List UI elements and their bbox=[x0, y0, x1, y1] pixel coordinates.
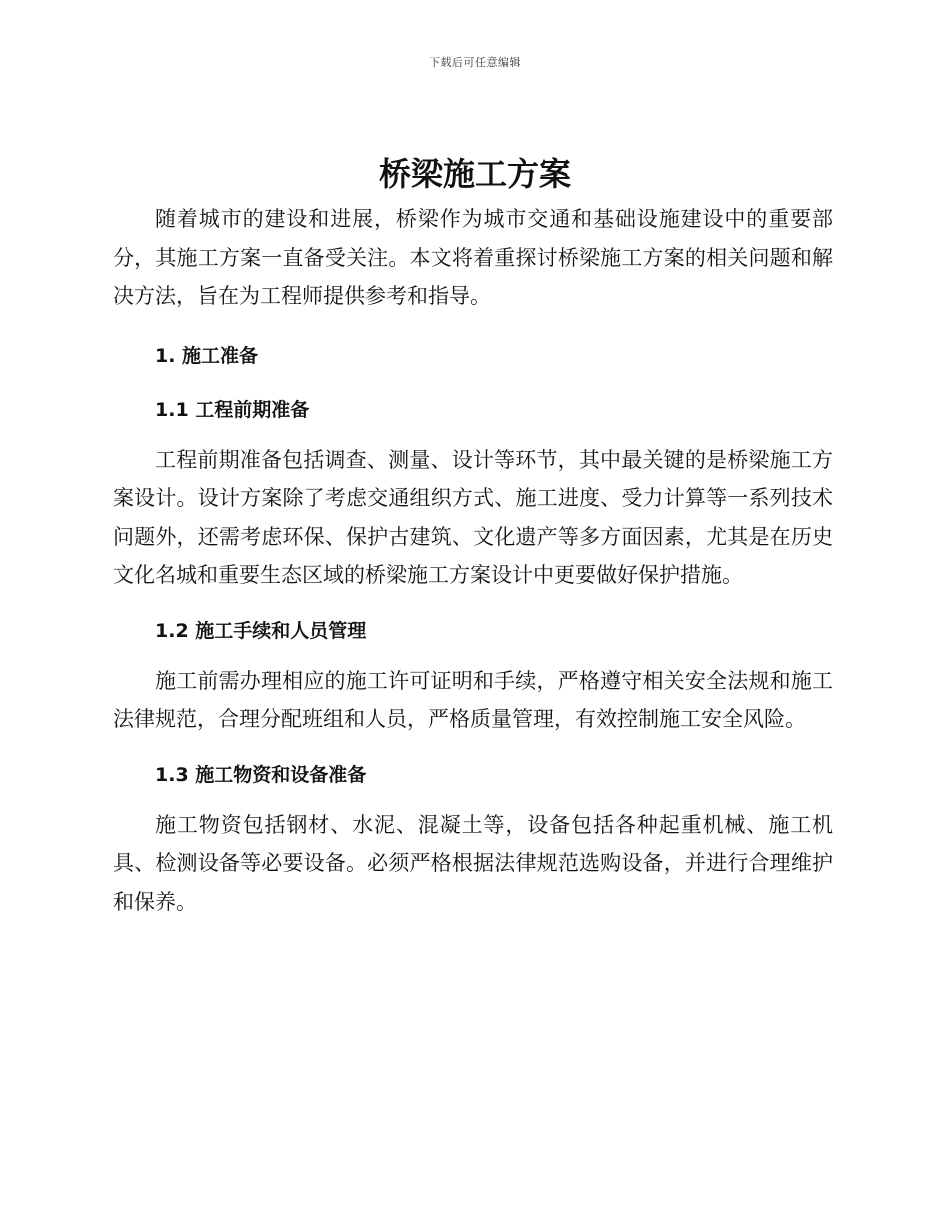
section-heading-1-1: 1.1 工程前期准备 bbox=[155, 398, 310, 421]
header-note: 下载后可任意编辑 bbox=[429, 56, 521, 69]
section-heading-1-3: 1.3 施工物资和设备准备 bbox=[155, 763, 367, 786]
section-body-1-3: 施工物资包括钢材、水泥、混凝土等，设备包括各种起重机械、施工机具、检测设备等必要设备。必须严格根据法律规范选购设备，并进行合理维护和保养。 bbox=[113, 812, 833, 914]
section-heading-1: 1. 施工准备 bbox=[155, 344, 259, 367]
section-body-1-2: 施工前需办理相应的施工许可证明和手续，严格遵守相关安全法规和施工法律规范，合理分配班组和人员，严格质量管理，有效控制施工安全风险。 bbox=[113, 668, 833, 731]
document-title: 桥梁施工方案 bbox=[378, 155, 571, 193]
intro-paragraph: 随着城市的建设和进展，桥梁作为城市交通和基础设施建设中的重要部分，其施工方案一直备受关注。本文将着重探讨桥梁施工方案的相关问题和解决方法，旨在为工程师提供参考和指导。 bbox=[113, 207, 833, 308]
section-body-1-1: 工程前期准备包括调查、测量、设计等环节，其中最关键的是桥梁施工方案设计。设计方案除了考虑交通组织方式、施工进度、受力计算等一系列技术问题外，还需考虑环保、保护古建筑、文化遗产等多方面因素，尤其是在历史文化名城和重要生态区域的桥梁施工方案设计中更要做好保护措施。 bbox=[113, 447, 833, 587]
document-body bbox=[113, 200, 833, 921]
section-heading-1-2: 1.2 施工手续和人员管理 bbox=[155, 619, 367, 642]
